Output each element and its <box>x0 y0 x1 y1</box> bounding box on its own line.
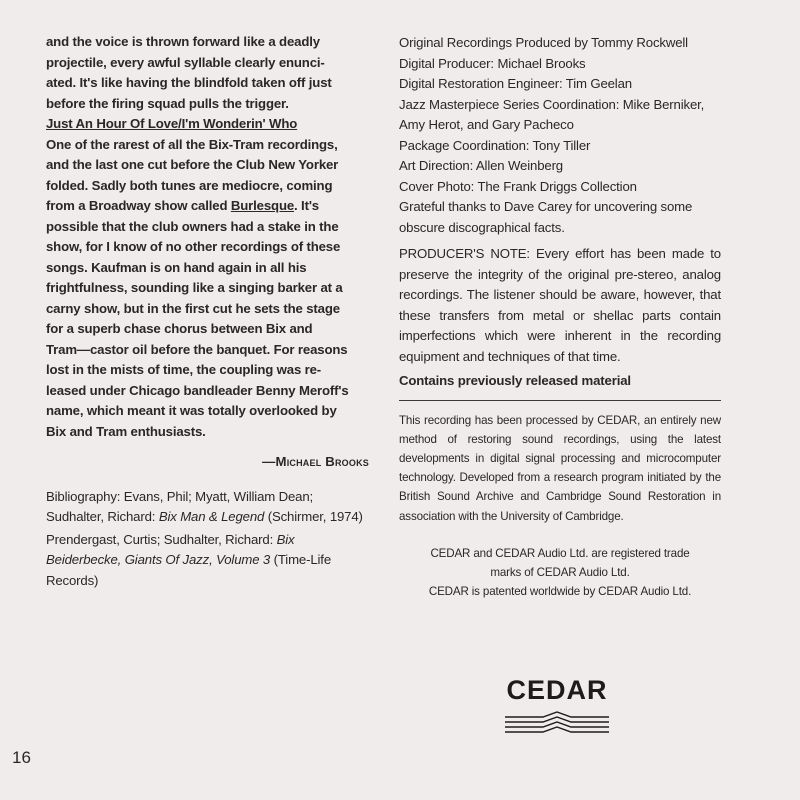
credit-line: Amy Herot, and Gary Pacheco <box>399 117 574 132</box>
body-line: name, which meant it was totally overlooked by <box>46 403 337 418</box>
show-title: Burlesque <box>230 198 295 213</box>
cedar-logo-text: CEDAR <box>506 675 608 705</box>
credit-line: Grateful thanks to Dave Carey for uncovering some <box>399 199 693 214</box>
credit-line: obscure discographical facts. <box>399 219 565 235</box>
credit-line: Cover Photo: The Frank Driggs Collection <box>399 178 637 194</box>
body-line: Tram—castor oil before the banquet. For reasons <box>46 341 348 357</box>
body-line-text: from a Broadway show called <box>46 198 228 213</box>
body-line: One of the rarest of all the Bix-Tram recordings, <box>46 136 338 152</box>
opening-line: before the firing squad pulls the trigger. <box>46 95 289 111</box>
divider <box>399 400 721 401</box>
body-line: leased under Chicago bandleader Benny Meroff's <box>46 382 349 398</box>
trademark-notice <box>399 544 721 601</box>
page-number: 16 <box>12 748 31 767</box>
bibliography-title: Bix Beiderbecke, Giants Of Jazz, Volume 3 <box>46 531 295 567</box>
body-line-text: . It's <box>294 198 319 213</box>
cedar-logo <box>497 675 617 745</box>
body-line-with-title <box>46 196 369 217</box>
bibliography-publisher: (Time-Life Records) <box>46 552 331 588</box>
bibliography-entry <box>46 530 369 592</box>
track-heading: Just An Hour Of Love/I'm Wonderin' Who <box>46 116 298 131</box>
body-line: possible that the club owners had a stake in the <box>46 218 339 234</box>
body-line: songs. Kaufman is on hand again in all his <box>46 259 307 275</box>
right-column <box>399 33 721 601</box>
left-column <box>46 32 369 593</box>
bibliography-authors: Prendergast, Curtis; Sudhalter, Richard: <box>46 531 277 547</box>
bibliography-publisher: (Schirmer, 1974) <box>264 509 363 524</box>
credits-list <box>399 33 721 238</box>
opening-line: ated. It's like having the blindfold taken off just <box>46 75 332 90</box>
contains-notice: Contains previously released material <box>399 373 631 388</box>
body-line: lost in the mists of time, the coupling was re- <box>46 362 322 377</box>
credit-line: Jazz Masterpiece Series Coordination: Mike Berniker, <box>399 96 705 112</box>
bibliography-entry <box>46 487 369 528</box>
author-signature: —Michael Brooks <box>262 454 369 469</box>
trademark-line: CEDAR and CEDAR Audio Ltd. are registered trade <box>430 546 690 560</box>
bibliography <box>46 487 369 592</box>
trademark-line: CEDAR is patented worldwide by CEDAR Audio Ltd. <box>428 584 692 598</box>
body-line: folded. Sadly both tunes are mediocre, coming <box>46 177 333 193</box>
cedar-waves-icon <box>501 711 613 741</box>
body-line: for a superb chase chorus between Bix and <box>46 321 313 336</box>
credit-line: Art Direction: Allen Weinberg <box>399 158 563 173</box>
producers-note: PRODUCER'S NOTE: Every effort has been made to preserve the integrity of the original pre-stereo, analog recordings. The listener should be aware, however, that these transfers from metal or shellac parts contain imperfections which were inherent in the recording equipment and techniques of that time. <box>399 246 721 364</box>
credit-line: Original Recordings Produced by Tommy Rockwell <box>399 35 688 50</box>
credit-line: Package Coordination: Tony Tiller <box>399 137 591 153</box>
bibliography-authors: Bibliography: Evans, Phil; Myatt, William Dean; Sudhalter, Richard: <box>46 488 314 524</box>
bibliography-title: Bix Man & Legend <box>158 509 265 524</box>
trademark-line: marks of CEDAR Audio Ltd. <box>490 565 630 579</box>
opening-line: and the voice is thrown forward like a deadly <box>46 34 320 49</box>
credit-line: Digital Producer: Michael Brooks <box>399 55 586 71</box>
body-line: Bix and Tram enthusiasts. <box>46 423 206 439</box>
credit-line: Digital Restoration Engineer: Tim Geelan <box>399 76 632 91</box>
body-line: carny show, but in the first cut he sets the stage <box>46 300 340 316</box>
cedar-paragraph: This recording has been processed by CEDAR, an entirely new method of restoring sound recordings, using the latest developments in digital signal processing and microcomputer technology. Developed from a research program initiated by the British Sound Archive and Cambridge Sound Restoration in association with the University of Cambridge. <box>399 413 721 523</box>
opening-line: projectile, every awful syllable clearly enunci- <box>46 54 325 70</box>
body-line: show, for I know of no other recordings of these <box>46 239 341 254</box>
body-line: frightfulness, sounding like a singing barker at a <box>46 280 343 295</box>
body-line: and the last one cut before the Club New Yorker <box>46 157 339 172</box>
